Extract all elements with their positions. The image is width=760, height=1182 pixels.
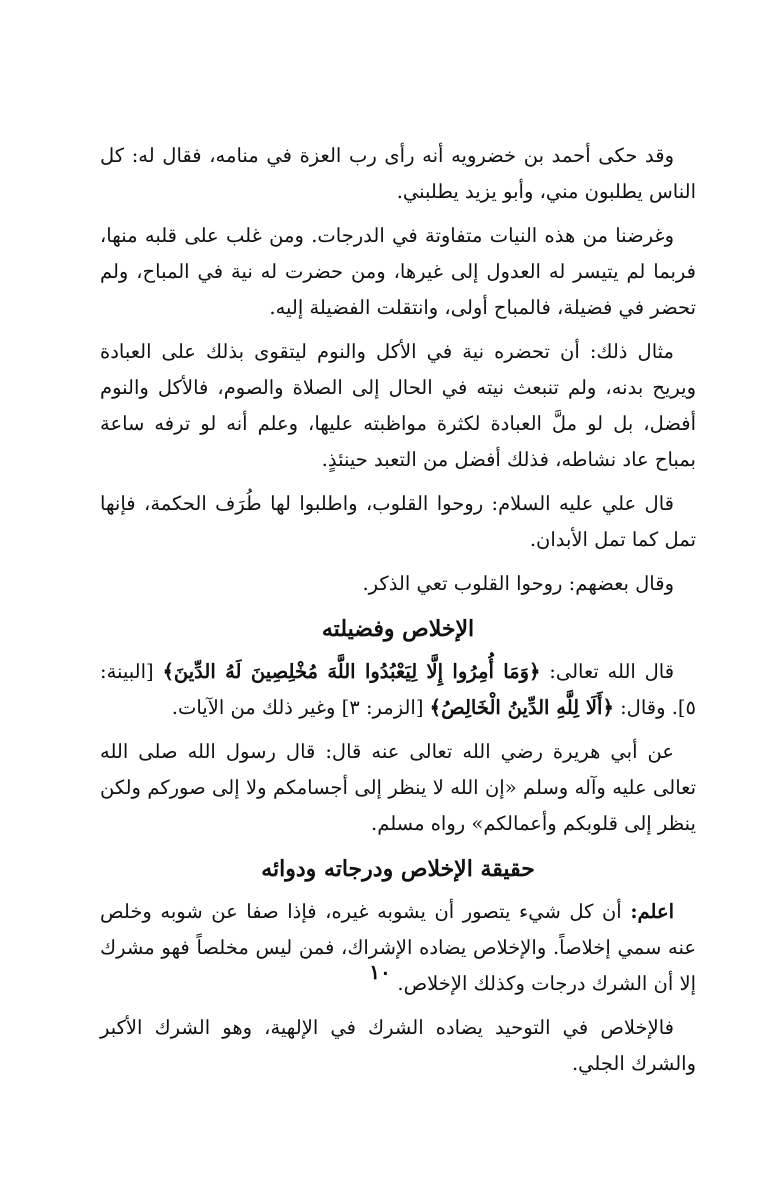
quran-bracket-close: ﴾	[429, 696, 442, 719]
paragraph-intentions-ranks: وغرضنا من هذه النيات متفاوتة في الدرجات. ومن غلب على قلبه منها، فربما لم يتيسر له العدول إلى غيرها، ومن حضرت له نية في المباح، ولم تحضر في فضيلة، فالمباح أولى، وانتقلت الفضيلة إليه.	[100, 224, 696, 319]
paragraph-verses	[100, 654, 696, 726]
verse1-intro: قال الله تعالى:	[549, 660, 675, 683]
paragraph-know-rest: أن كل شيء يتصور أن يشوبه غيره، فإذا صفا عن شوبه وخلص عنه سمي إخلاصاً. والإخلاص يضاده الإشراك، فمن ليس مخلصاً فهو مشرك إلا أن الشرك درجات وكذلك الإخلاص.	[100, 900, 696, 995]
paragraph-example: مثال ذلك: أن تحضره نية في الأكل والنوم ليتقوى بذلك على العبادة ويريح بدنه، ولم تنبعث نيته في الحال إلى الصلاة والصوم، فالأكل والنوم أفضل، بل لو ملَّ العبادة لكثرة مواظبته عليها، وعلم أنه لو ترفه ساعة بمباح عاد نشاطه، فذلك أفضل من التعبد حينئذٍ.	[100, 340, 696, 471]
section-heading-ikhlas: الإخلاص وفضيلته	[321, 616, 475, 642]
page-body	[100, 138, 696, 1090]
page-number: ١٠	[369, 960, 391, 984]
verse2-after: وغير ذلك من الآيات.	[171, 696, 336, 719]
verse2-text: أَلَا لِلَّهِ الدِّينُ الْخَالِصُ	[441, 696, 603, 719]
lead-word: اعلم:	[630, 900, 674, 923]
quran-bracket-close: ﴾	[162, 660, 174, 683]
verse1-text: وَمَا أُمِرُوا إِلَّا لِيَعْبُدُوا اللَّهَ مُخْلِصِينَ لَهُ الدِّينَ	[173, 660, 530, 683]
section-heading-ikhlas-reality: حقيقة الإخلاص ودرجاته ودوائه	[261, 856, 535, 882]
paragraph-hadith: عن أبي هريرة رضي الله تعالى عنه قال: قال رسول الله صلى الله تعالى عليه وآله وسلم «إن الله لا ينظر إلى أجسامكم ولا إلى صوركم ولكن ينظر إلى قلوبكم وأعمالكم» رواه مسلم.	[100, 740, 696, 835]
verse2-reference: [الزمر: ٣]	[341, 696, 424, 719]
quran-bracket-open: ﴿	[529, 660, 541, 683]
paragraph-tawhid: فالإخلاص في التوحيد يضاده الشرك في الإلهية، وهو الشرك الأكبر والشرك الجلي.	[100, 1016, 696, 1075]
paragraph-some-saying: وقال بعضهم: روحوا القلوب تعي الذكر.	[362, 572, 674, 595]
verse2-intro: وقال:	[620, 696, 666, 719]
paragraph-dream-narration: وقد حكى أحمد بن خضرويه أنه رأى رب العزة في منامه، فقال له: كل الناس يطلبون مني، وأبو يزيد يطلبني.	[100, 144, 696, 203]
quran-bracket-open: ﴿	[602, 696, 614, 719]
paragraph-know	[100, 894, 696, 1002]
verse1-reference: [البينة: ٥].	[100, 660, 696, 719]
paragraph-ali-saying: قال علي عليه السلام: روحوا القلوب، واطلبوا لها طُرَف الحكمة، فإنها تمل كما تمل الأبدان.	[100, 492, 696, 551]
